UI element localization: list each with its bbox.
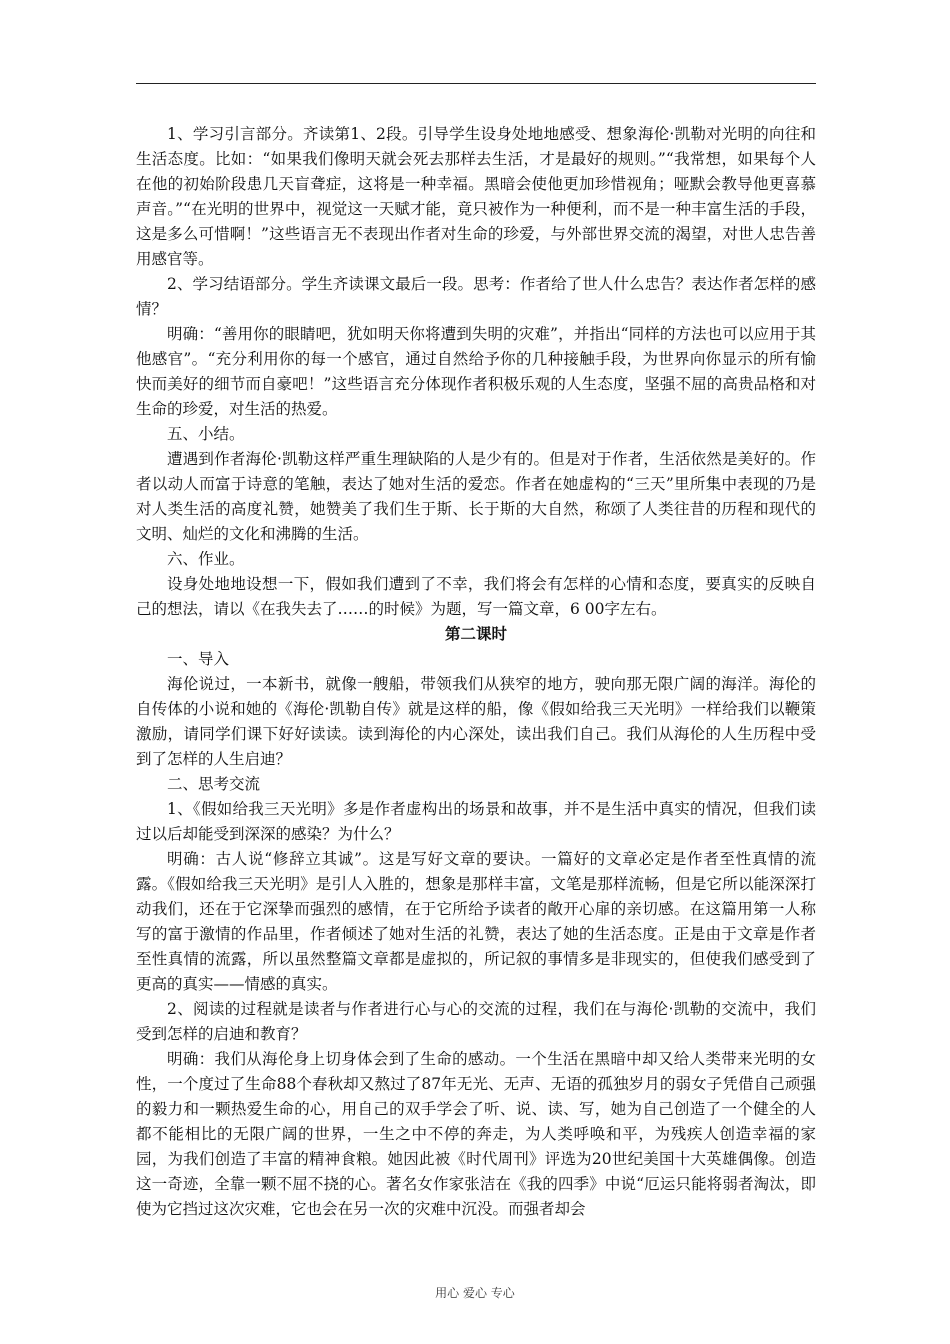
paragraph-summary: 遭遇到作者海伦·凯勒这样严重生理缺陷的人是少有的。但是对于作者，生活依然是美好的。作者以动人而富于诗意的笔触，表达了她对生活的爱恋。作者在她虚构的“三天”里所集中表现的乃是对人类生活的高度礼赞，她赞美了我们生于斯、长于斯的大自然，称颂了人类往昔的历程和现代的文明、灿烂的文化和沸腾的生活。 <box>136 450 816 543</box>
paragraph-question-1: 1、《假如给我三天光明》多是作者虚构出的场景和故事，并不是生活中真实的情况，但我们读过以后却能受到深深的感染？为什么？ <box>136 800 816 843</box>
paragraph-study-intro: 1、学习引言部分。齐读第1、2段。引导学生设身处地地感受、想象海伦·凯勒对光明的向往和生活态度。比如：“如果我们像明天就会死去那样去生活，才是最好的规则。”“我常想，如果每个人在他的初始阶段患几天盲聋症，这将是一种幸福。黑暗会使他更加珍惜视角；哑默会教导他更喜慕声音。”“在光明的世界中，视觉这一天赋才能，竟只被作为一种便利，而不是一种丰富生活的手段，这是多么可惜啊！”这些语言无不表现出作者对生命的珍爱，与外部世界交流的渴望，对世人忠告善用感官等。 <box>136 125 816 268</box>
paragraph-summary-heading: 五、小结。 <box>167 425 245 443</box>
paragraph-homework-heading: 六、作业。 <box>167 550 245 568</box>
paragraph-answer-2: 明确：古人说“修辞立其诚”。这是写好文章的要诀。一篇好的文章必定是作者至性真情的流露。《假如给我三天光明》是引人入胜的，想象是那样丰富，文笔是那样流畅，但是它所以能深深打动我们，还在于它深挚而强烈的感情，在于它所给予读者的敞开心扉的亲切感。在这篇用第一人称写的富于激情的作品里，作者倾述了她对生活的礼赞，表达了她的生活态度。正是由于文章是作者至性真情的流露，所以虽然整篇文章都是虚拟的，所记叙的事情多是非现实的，但使我们感受到了更高的真实——情感的真实。 <box>136 850 816 993</box>
paragraph-homework: 设身处地地设想一下，假如我们遭到了不幸，我们将会有怎样的心情和态度，要真实的反映自己的想法，请以《在我失去了……的时候》为题，写一篇文章，6 00字左右。 <box>136 575 816 618</box>
paragraph-intro-heading: 一、导入 <box>167 650 230 668</box>
document-body <box>136 122 816 1222</box>
header-rule <box>136 83 816 84</box>
paragraph-intro: 海伦说过，一本新书，就像一艘船，带领我们从狭窄的地方，驶向那无限广阔的海洋。海伦的自传体的小说和她的《海伦·凯勒自传》就是这样的船，像《假如给我三天光明》一样给我们以鞭策激励，请同学们课下好好读读。读到海伦的内心深处，读出我们自己。我们从海伦的人生历程中受到了怎样的人生启迪？ <box>136 675 816 768</box>
paragraph-answer-1: 明确：“善用你的眼睛吧，犹如明天你将遭到失明的灾难”，并指出“同样的方法也可以应用于其他感官”。“充分利用你的每一个感官，通过自然给予你的几种接触手段，为世界向你显示的所有愉快而美好的细节而自豪吧！”这些语言充分体现作者积极乐观的人生态度，坚强不屈的高贵品格和对生命的珍爱，对生活的热爱。 <box>136 325 816 418</box>
paragraph-study-ending: 2、学习结语部分。学生齐读课文最后一段。思考：作者给了世人什么忠告？表达作者怎样的感情？ <box>136 275 816 318</box>
page-footer: 用心 爱心 专心 <box>435 1286 515 1300</box>
paragraph-question-2: 2、阅读的过程就是读者与作者进行心与心的交流的过程，我们在与海伦·凯勒的交流中，我们受到怎样的启迪和教育？ <box>136 1000 816 1043</box>
paragraph-discussion-heading: 二、思考交流 <box>167 775 261 793</box>
paragraph-answer-3: 明确：我们从海伦身上切身体会到了生命的感动。一个生活在黑暗中却又给人类带来光明的女性，一个度过了生命88个春秋却又熬过了87年无光、无声、无语的孤独岁月的弱女子凭借自己顽强的毅力和一颗热爱生命的心，用自己的双手学会了听、说、读、写，她为自己创造了一个健全的人都不能相比的无限广阔的世界，一生之中不停的奔走，为人类呼唤和平，为残疾人创造幸福的家园，为我们创造了丰富的精神食粮。她因此被《时代周刊》评选为20世纪美国十大英雄偶像。创造这一奇迹，全靠一颗不屈不挠的心。著名女作家张洁在《我的四季》中说“厄运只能将弱者淘汰，即使为它挡过这次灾难，它也会在另一次的灾难中沉没。而强者却会 <box>136 1050 816 1218</box>
section-title: 第二课时 <box>444 625 507 643</box>
